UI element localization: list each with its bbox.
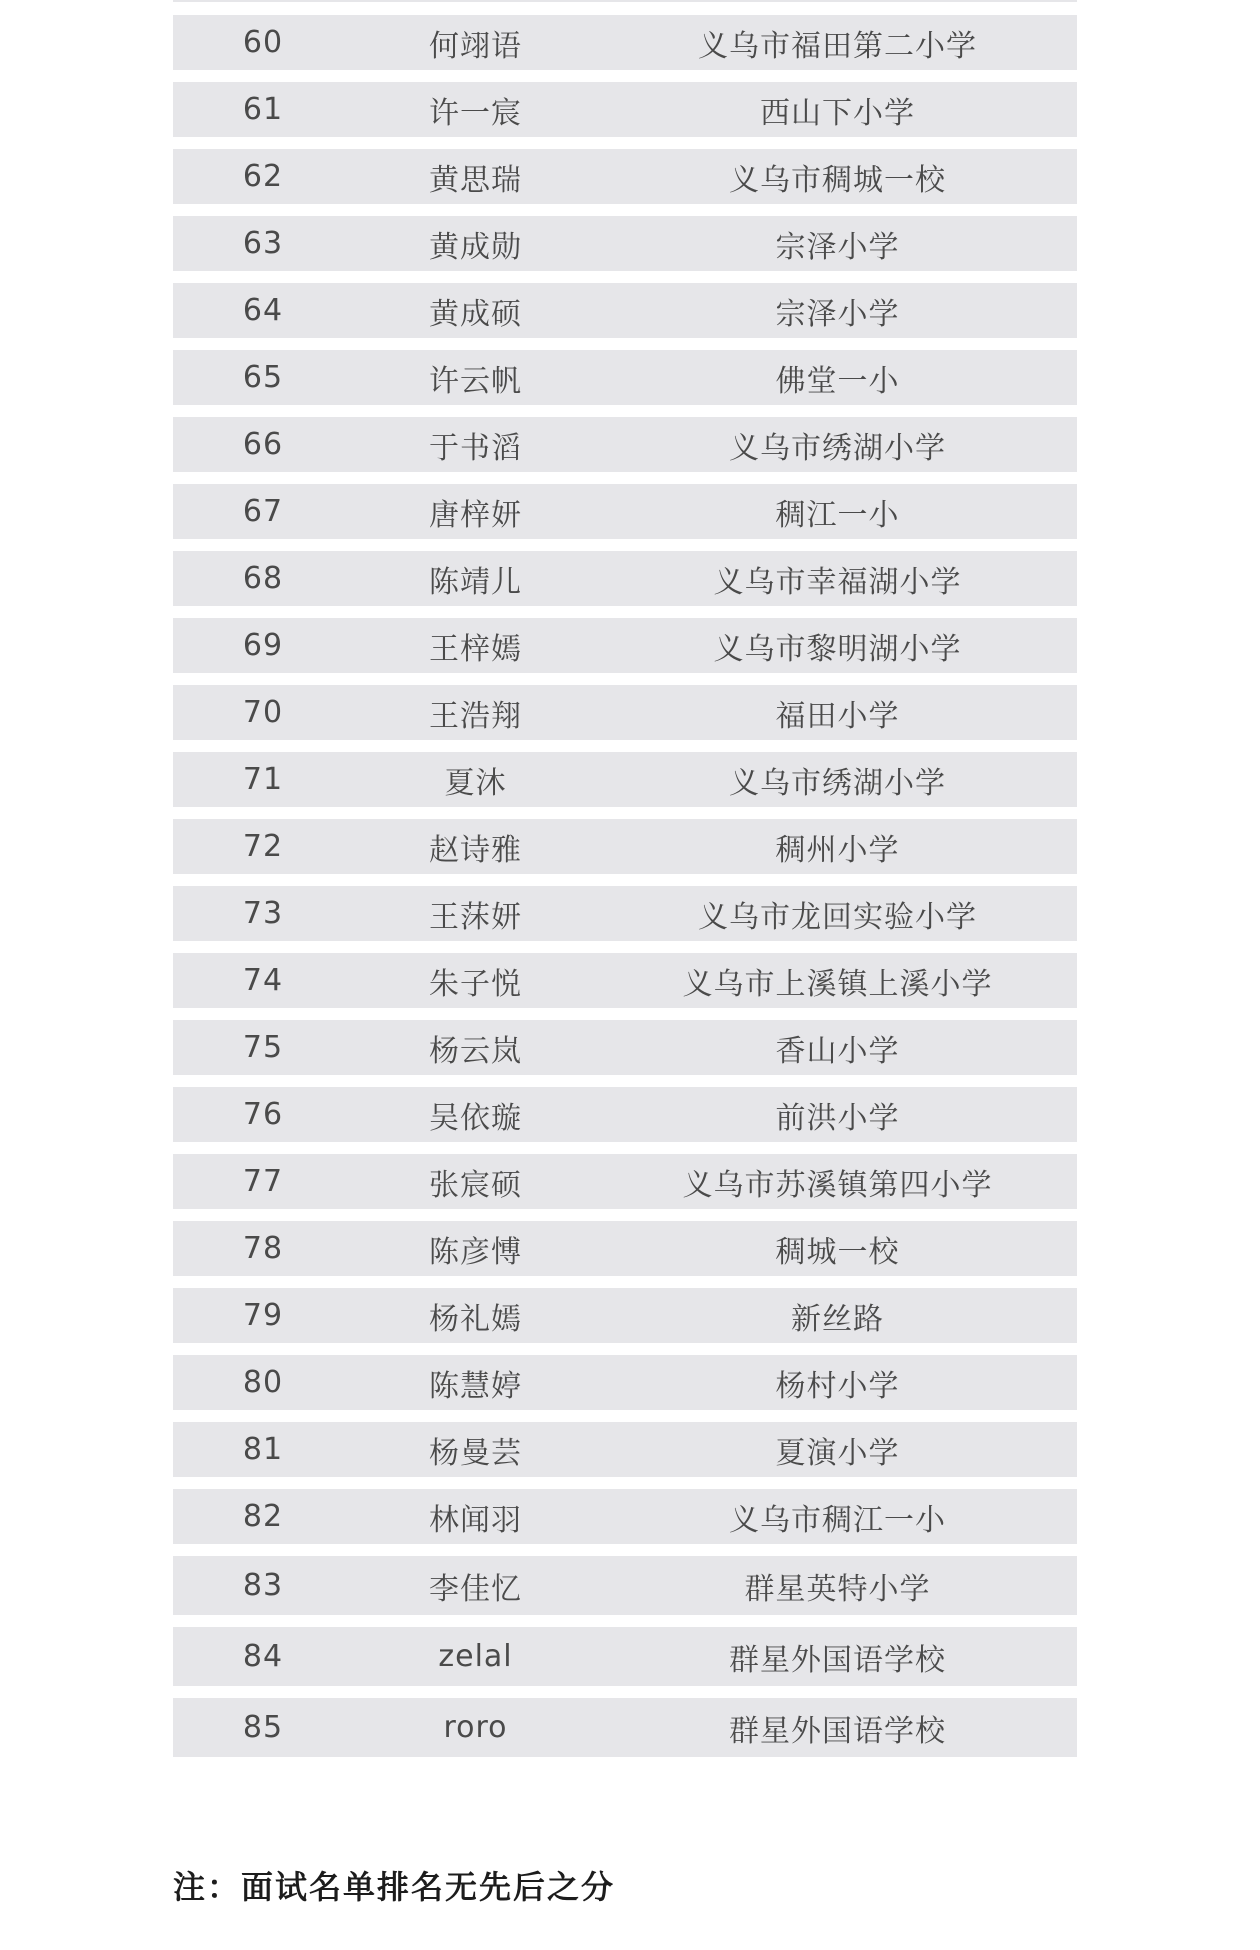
row-number: 64 [242,293,284,328]
table-row [173,551,1077,606]
student-name: 夏沐 [444,765,507,801]
row-number: 70 [242,695,284,730]
row-number: 61 [242,92,284,127]
school-name: 群星英特小学 [744,1571,931,1607]
student-name: 许云帆 [429,363,522,399]
student-name: 杨云岚 [429,1033,522,1069]
school-name: 稠城一校 [775,1234,900,1270]
table-row [173,1489,1077,1544]
row-number: 65 [242,360,284,395]
row-number: 77 [242,1164,284,1199]
row-number: 75 [242,1030,284,1065]
table-row [173,350,1077,405]
school-name: 群星外国语学校 [729,1642,946,1678]
table-row [173,1020,1077,1075]
table-row [173,417,1077,472]
row-number: 83 [242,1568,284,1603]
table-row [173,1221,1077,1276]
row-number: 79 [242,1298,284,1333]
row-number: 85 [242,1710,284,1745]
student-name: 王莯妍 [429,899,522,935]
row-number: 84 [242,1639,284,1674]
row-number: 69 [242,628,284,663]
table-row [173,283,1077,338]
student-name: 陈靖儿 [429,564,522,600]
student-name: 陈彦愽 [429,1234,522,1270]
row-number: 81 [242,1432,284,1467]
school-name: 义乌市福田第二小学 [698,28,977,64]
student-name: 黄成勋 [429,229,522,265]
school-name: 义乌市绣湖小学 [729,765,946,801]
table-row [173,15,1077,70]
school-name: 义乌市苏溪镇第四小学 [682,1167,993,1203]
school-name: 福田小学 [775,698,900,734]
student-name: 杨曼芸 [429,1435,522,1471]
school-name: 宗泽小学 [775,229,900,265]
school-name: 香山小学 [775,1033,900,1069]
row-number: 72 [242,829,284,864]
school-name: 义乌市稠江一小 [729,1502,946,1538]
row-number: 74 [242,963,284,998]
school-name: 义乌市龙回实验小学 [698,899,977,935]
table-row [173,1698,1077,1757]
school-name: 宗泽小学 [775,296,900,332]
school-name: 义乌市幸福湖小学 [713,564,962,600]
row-number: 76 [242,1097,284,1132]
student-name: 吴依璇 [429,1100,522,1136]
student-name: 唐梓妍 [429,497,522,533]
row-number: 60 [242,25,284,60]
table-row [173,886,1077,941]
row-number: 68 [242,561,284,596]
school-name: 义乌市上溪镇上溪小学 [682,966,993,1002]
table-row [173,819,1077,874]
row-number: 73 [242,896,284,931]
student-name: 赵诗雅 [429,832,522,868]
school-name: 群星外国语学校 [729,1713,946,1749]
school-name: 义乌市黎明湖小学 [713,631,962,667]
table-row [173,1556,1077,1615]
row-number: 62 [242,159,284,194]
table-row [173,1422,1077,1477]
school-name: 前洪小学 [775,1100,900,1136]
student-name: 陈慧婷 [429,1368,522,1404]
student-name: 王浩翔 [429,698,522,734]
student-name: 朱子悦 [429,966,522,1002]
student-name: 黄成硕 [429,296,522,332]
student-name: zelal [438,1639,513,1674]
row-number: 82 [242,1499,284,1534]
school-name: 稠江一小 [775,497,900,533]
student-name: 王梓嫣 [429,631,522,667]
table-row [173,953,1077,1008]
table-row [173,1355,1077,1410]
table-row [173,752,1077,807]
school-name: 义乌市稠城一校 [729,162,946,198]
table-row [173,1288,1077,1343]
table-row [173,149,1077,204]
table-row [173,484,1077,539]
row-number: 66 [242,427,284,462]
row-number: 78 [242,1231,284,1266]
school-name: 新丝路 [791,1301,884,1337]
row-number: 80 [242,1365,284,1400]
table-row [173,82,1077,137]
table-row [173,1154,1077,1209]
school-name: 西山下小学 [760,95,915,131]
school-name: 夏演小学 [775,1435,900,1471]
row-number: 63 [242,226,284,261]
student-name: roro [443,1710,508,1745]
candidate-table [173,0,1077,1757]
student-name: 张宸硕 [429,1167,522,1203]
table-row [173,216,1077,271]
student-name: 何翊语 [429,28,522,64]
footnote: 注：面试名单排名无先后之分 [173,1868,616,1906]
row-number: 71 [242,762,284,797]
table-row [173,618,1077,673]
school-name: 佛堂一小 [775,363,900,399]
school-name: 义乌市绣湖小学 [729,430,946,466]
table-row [173,1087,1077,1142]
student-name: 许一宸 [429,95,522,131]
student-name: 林闻羽 [429,1502,522,1538]
student-name: 黄思瑞 [429,162,522,198]
student-name: 李佳忆 [429,1571,522,1607]
student-name: 于书滔 [429,430,522,466]
student-name: 杨礼嫣 [429,1301,522,1337]
school-name: 杨村小学 [775,1368,900,1404]
table-body [173,15,1077,1757]
table-row [173,1627,1077,1686]
table-top-edge [173,0,1077,2]
row-number: 67 [242,494,284,529]
table-row [173,685,1077,740]
school-name: 稠州小学 [775,832,900,868]
